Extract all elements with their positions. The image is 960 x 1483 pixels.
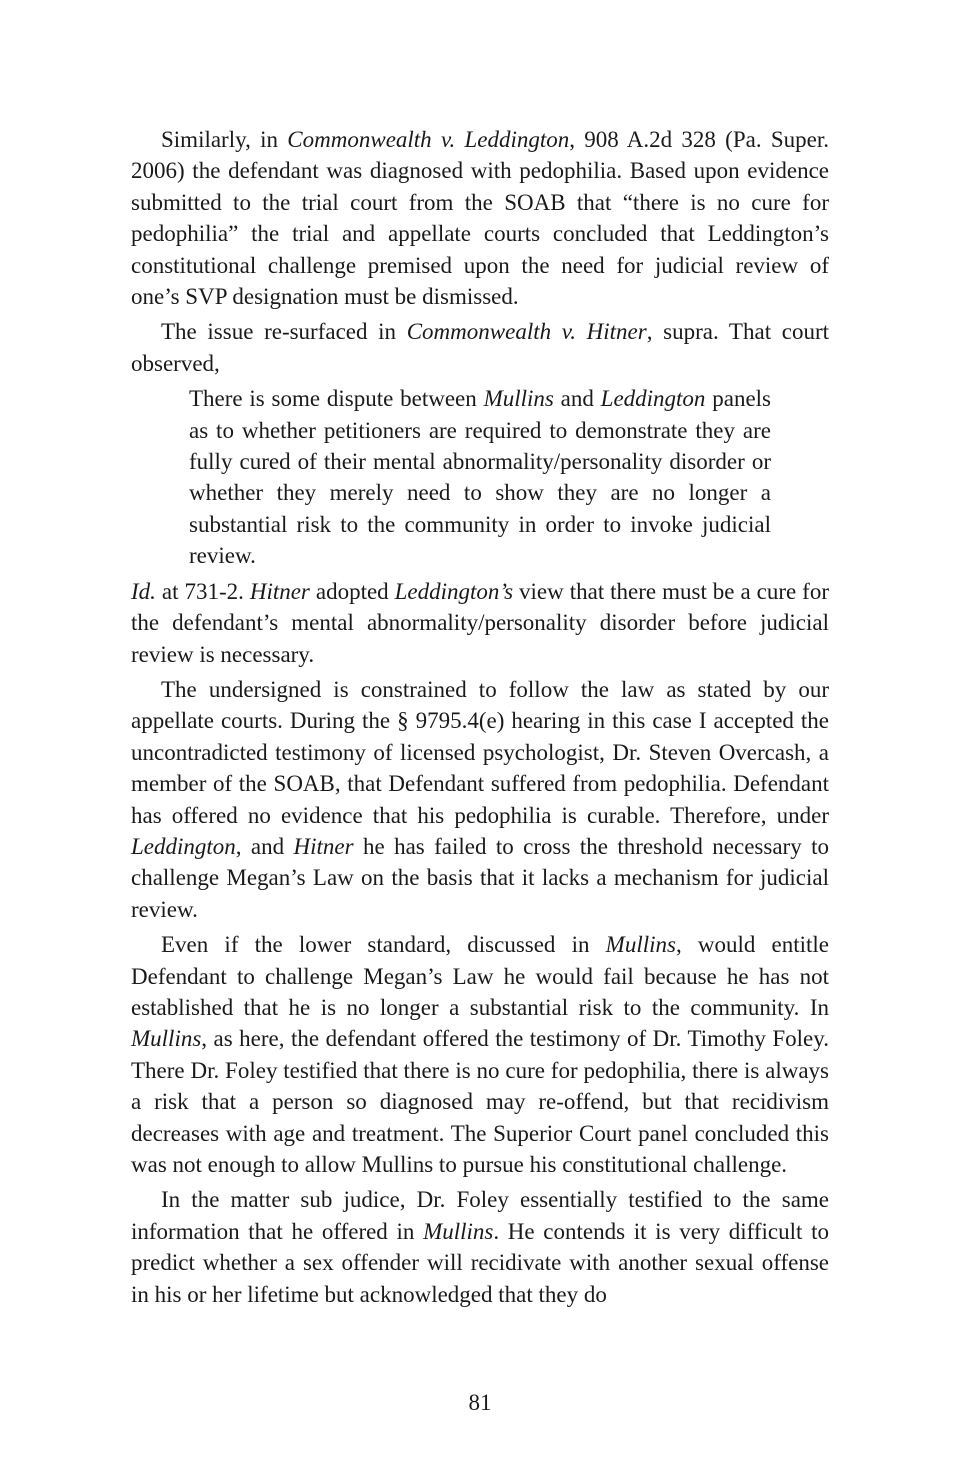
case-name: Hitner	[249, 578, 310, 604]
text-run: There is some dispute between	[189, 386, 484, 412]
case-name: Leddington	[131, 833, 236, 859]
text-run: In the matter sub judice, Dr. Foley essentially testified to the same information that he offered in	[131, 1187, 829, 1244]
text-run: , as here, the defendant offered the testimony of Dr. Timothy Foley. There Dr. Foley testified that there is no cure for pedophilia, there is always a risk that a person so diagnosed may re-offend, but that recidivism decreases with age and treatment. The Superior Court panel concluded this was not enough to allow Mullins to pursue his constitutional challenge.	[131, 1026, 829, 1177]
case-name: Mullins	[131, 1026, 202, 1052]
text-run: . He contends it is very difficult to predict whether a sex offender will recidivate with another sexual offense in his or her lifetime but acknowledged that they do	[131, 1218, 829, 1307]
paragraph-1	[131, 124, 829, 312]
text-run: view that there must be a cure for the defendant’s mental abnormality/personality disorder before judicial review is necessary.	[131, 578, 829, 667]
text-run: he has failed to cross the threshold necessary to challenge Megan’s Law on the basis that it lacks a mechanism for judicial review.	[131, 833, 829, 922]
text-run: Similarly, in	[161, 127, 288, 152]
block-quote	[189, 383, 771, 571]
text-run: , and	[235, 833, 294, 859]
text-run: , supra. That court observed,	[131, 319, 829, 376]
case-name: Hitner	[293, 833, 354, 859]
citation-id: Id.	[131, 578, 156, 604]
paragraph-5	[131, 929, 829, 1180]
case-name: Leddington	[600, 386, 706, 412]
text-run: at 731-2.	[155, 578, 250, 604]
case-name: Mullins	[605, 932, 676, 958]
paragraph-3	[131, 576, 829, 670]
text-run: , would entitle Defendant to challenge Megan’s Law he would fail because he has not established that he is no longer a substantial risk to the community. In	[131, 932, 829, 1020]
paragraph-6	[131, 1184, 829, 1310]
page-number: 81	[468, 1390, 492, 1415]
page-body	[131, 124, 829, 1314]
text-run: , 908 A.2d 328 (Pa. Super. 2006) the defendant was diagnosed with pedophilia. Based upon evidence submitted to the trial court from the SOAB that “there is no cure for pedophilia” the trial and appellate courts concluded that Leddington’s constitutional challenge premised upon the need for judicial review of one’s SVP designation must be dismissed.	[131, 127, 830, 310]
paragraph-4	[131, 674, 829, 925]
text-run: The undersigned is constrained to follow the law as stated by our appellate courts. During the § 9795.4(e) hearing in this case I accepted the uncontradicted testimony of licensed psychologist, Dr. Steven Overcash, a member of the SOAB, that Defendant suffered from pedophilia. Defendant has offered no evidence that his pedophilia is curable. Therefore, under	[131, 676, 829, 828]
text-run: panels as to whether petitioners are required to demonstrate they are fully cured of their mental abnormality/personality disorder or whether they merely need to show they are no longer a substantial risk to the community in order to invoke judicial review.	[189, 386, 771, 569]
case-name: Leddington’s	[394, 578, 514, 604]
case-name: Commonwealth v. Leddington	[287, 127, 570, 152]
text-run: The issue re-surfaced in	[161, 319, 407, 345]
case-name: Mullins	[423, 1218, 494, 1244]
case-name: Mullins	[483, 386, 554, 412]
text-run: and	[553, 386, 601, 412]
paragraph-2	[131, 316, 829, 379]
text-run: Even if the lower standard, discussed in	[161, 932, 606, 958]
case-name: Commonwealth v. Hitner	[406, 319, 647, 345]
text-run: adopted	[309, 578, 395, 604]
